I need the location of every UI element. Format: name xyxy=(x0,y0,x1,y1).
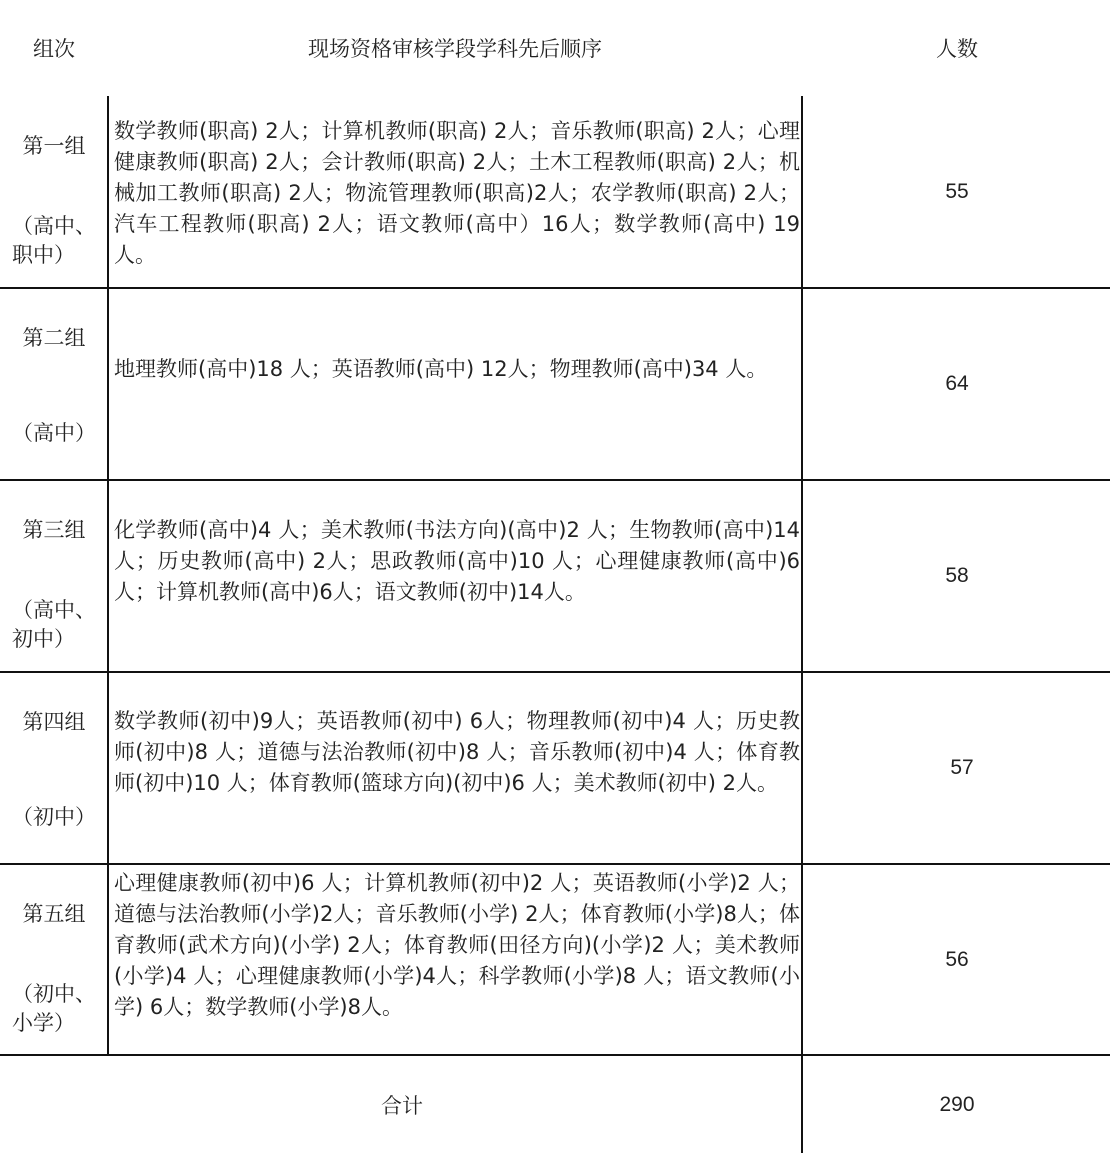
group-subjects: 化学教师(高中)4 人；美术教师(书法方向)(高中)2 人；生物教师(高中)14 人；历史教师(高中) 2人；思政教师(高中)10 人；心理健康教师(高中)6 人；计算机教师(高中)6人；语文教师(初中)14人。 xyxy=(114,518,800,604)
total-value: 290 xyxy=(939,1092,975,1116)
group-level: （初中、小学） xyxy=(12,982,96,1035)
group-subjects: 地理教师(高中)18 人；英语教师(高中) 12人；物理教师(高中)34 人。 xyxy=(114,357,768,381)
row-divider xyxy=(0,479,1110,481)
header-order: 现场资格审核学段学科先后顺序 xyxy=(308,37,602,61)
group-subjects: 心理健康教师(初中)6 人；计算机教师(初中)2 人；英语教师(小学)2 人；道德与法治教师(小学)2人；音乐教师(小学) 2人；体育教师(小学)8人；体育教师(武术方向)(小学) 2人；体育教师(田径方向)(小学)2 人；美术教师(小学)4 人；心理健康教师(小学)4人；科学教师(小学)8 人；语文教师(小学) 6人；数学教师(小学)8人。 xyxy=(114,871,800,1019)
group-name: 第五组 xyxy=(22,902,86,926)
group-level: （高中） xyxy=(12,421,96,445)
column-divider xyxy=(801,96,803,1153)
group-subjects: 数学教师(职高) 2人；计算机教师(职高) 2人；音乐教师(职高) 2人；心理健康教师(职高) 2人；会计教师(职高) 2人；土木工程教师(职高) 2人；机械加工教师(职高) 2人；物流管理教师(职高)2人；农学教师(职高) 2人；汽车工程教师(职高) 2人；语文教师(高中）16人；数学教师(高中) 19人。 xyxy=(114,119,800,267)
group-count: 58 xyxy=(945,564,969,587)
total-label: 合计 xyxy=(381,1093,423,1118)
header-group: 组次 xyxy=(33,37,75,61)
group-level: （高中、职中） xyxy=(12,214,96,267)
group-count: 57 xyxy=(950,756,974,779)
row-divider xyxy=(0,671,1110,673)
group-count: 64 xyxy=(945,372,969,395)
group-name: 第三组 xyxy=(22,518,86,542)
row-divider xyxy=(0,287,1110,289)
row-divider xyxy=(0,863,1110,865)
group-name: 第一组 xyxy=(22,134,86,158)
group-subjects: 数学教师(初中)9人；英语教师(初中) 6人；物理教师(初中)4 人；历史教师(初中)8 人；道德与法治教师(初中)8 人；音乐教师(初中)4 人；体育教师(初中)10 人；体育教师(篮球方向)(初中)6 人；美术教师(初中) 2人。 xyxy=(114,709,800,795)
group-name: 第四组 xyxy=(22,710,86,734)
group-count: 55 xyxy=(945,180,969,203)
group-count: 56 xyxy=(945,948,969,971)
group-level: （高中、初中） xyxy=(12,598,96,651)
header-count: 人数 xyxy=(936,37,978,61)
group-name: 第二组 xyxy=(22,326,86,350)
group-level: （初中） xyxy=(12,805,96,829)
